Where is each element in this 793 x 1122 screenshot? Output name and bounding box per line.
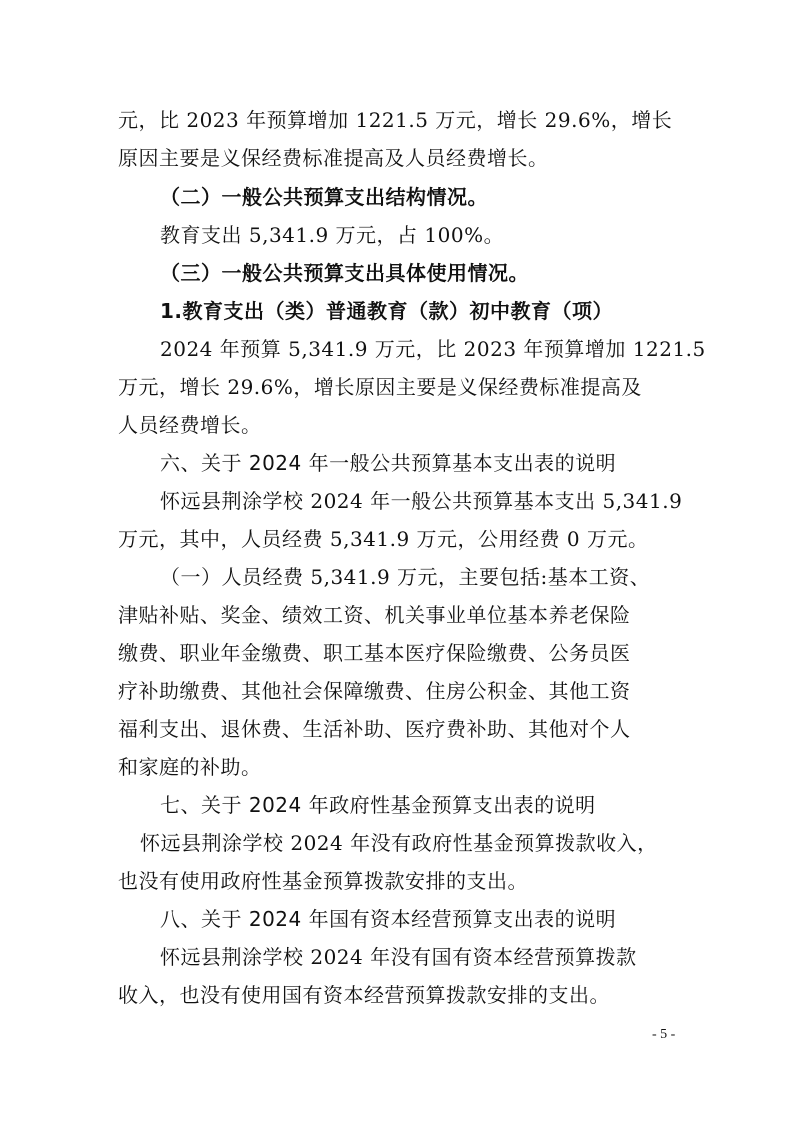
section-heading: 六、关于 2024 年一般公共预算基本支出表的说明 [160,451,617,475]
page-number: - 5 - [652,1027,676,1042]
paragraph-line: 收入，也没有使用国有资本经营预算拨款安排的支出。 [118,983,610,1007]
paragraph-line: 教育支出 5,341.9 万元，占 100%。 [160,223,505,247]
paragraph-line: 2024 年预算 5,341.9 万元，比 2023 年预算增加 1221.5 [160,337,706,361]
paragraph-line: 原因主要是义保经费标准提高及人员经费增长。 [118,146,549,170]
paragraph-line: 人员经费增长。 [118,413,262,437]
paragraph-line: 缴费、职业年金缴费、职工基本医疗保险缴费、公务员医 [118,641,631,665]
paragraph-line: 疗补助缴费、其他社会保障缴费、住房公积金、其他工资 [118,679,631,703]
paragraph-line: 和家庭的补助。 [118,755,262,779]
section-heading: （二）一般公共预算支出结构情况。 [160,185,488,209]
paragraph-line: 怀远县荆涂学校 2024 年没有国有资本经营预算拨款 [160,945,637,969]
section-heading: （三）一般公共预算支出具体使用情况。 [160,261,529,285]
paragraph-line: 万元，其中，人员经费 5,341.9 万元，公用经费 0 万元。 [118,527,649,551]
paragraph-line: 也没有使用政府性基金预算拨款安排的支出。 [118,869,528,893]
paragraph-line: 怀远县荆涂学校 2024 年一般公共预算基本支出 5,341.9 [160,489,683,513]
section-heading: 八、关于 2024 年国有资本经营预算支出表的说明 [160,907,617,931]
paragraph-line: （一）人员经费 5,341.9 万元，主要包括:基本工资、 [160,565,651,589]
section-heading: 七、关于 2024 年政府性基金预算支出表的说明 [160,793,596,817]
paragraph-line: 万元，增长 29.6%，增长原因主要是义保经费标准提高及 [118,375,642,399]
subsection-heading: 1.教育支出（类）普通教育（款）初中教育（项） [160,299,614,323]
paragraph-line: 福利支出、退休费、生活补助、医疗费补助、其他对个人 [118,717,631,741]
paragraph-line: 怀远县荆涂学校 2024 年没有政府性基金预算拨款收入， [140,831,658,855]
paragraph-line: 元，比 2023 年预算增加 1221.5 万元，增长 29.6%，增长 [118,108,673,132]
paragraph-line: 津贴补贴、奖金、绩效工资、机关事业单位基本养老保险 [118,603,631,627]
